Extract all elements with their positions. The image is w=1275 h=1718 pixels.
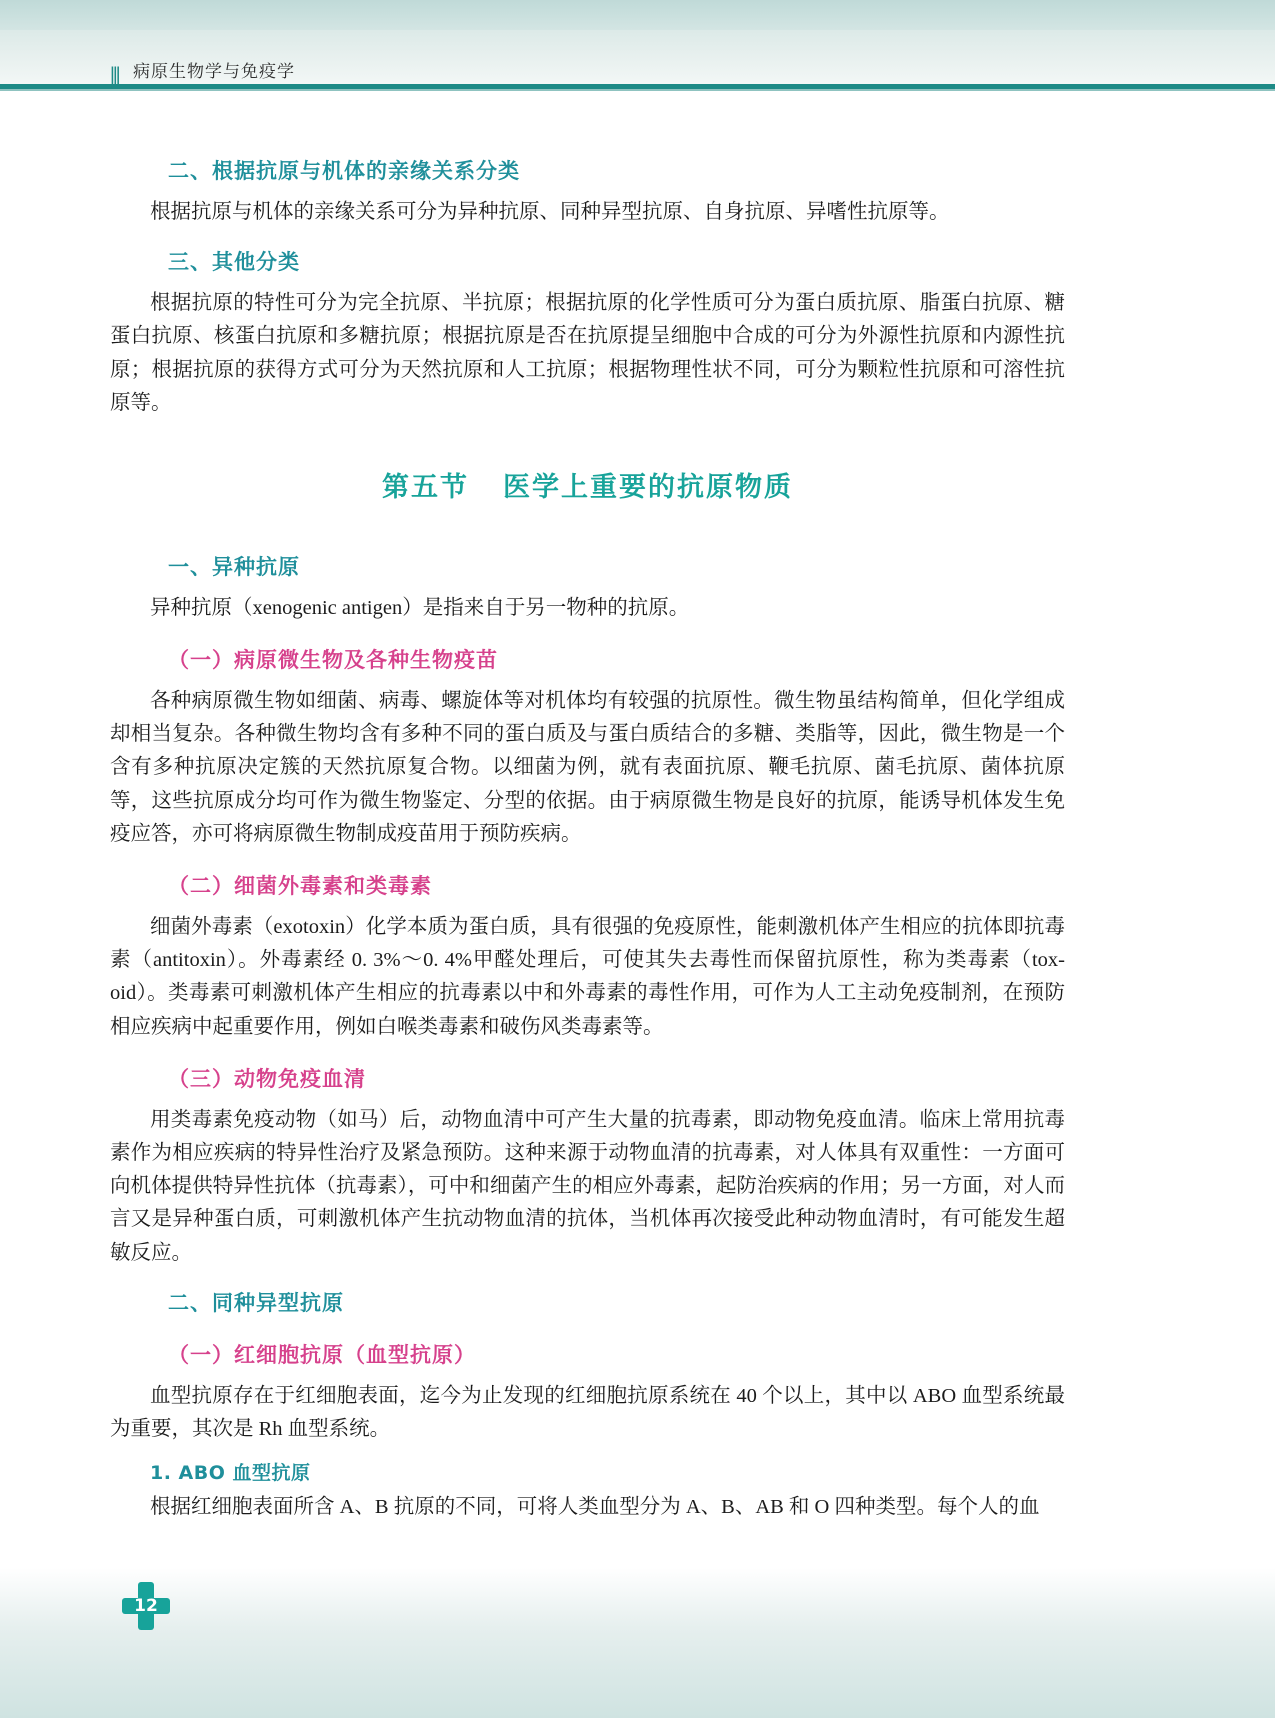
paragraph-relation-classification: 根据抗原与机体的亲缘关系可分为异种抗原、同种异型抗原、自身抗原、异嗜性抗原等。 xyxy=(150,201,950,224)
section-number: 第五节 xyxy=(382,472,469,504)
heading-pathogenic-microbes: （一）病原微生物及各种生物疫苗 xyxy=(168,647,498,672)
heading-bacterial-exotoxin: （二）细菌外毒素和类毒素 xyxy=(168,873,432,899)
paragraph-animal-immune-serum: 用类毒素免疫动物（如马）后，动物血清中可产生大量的抗毒素，即动物免疫血清。临床上常用抗毒素作为相应疾病的特异性治疗及紧急预防。这种来源于动物血清的抗毒素，对人体具有双重性：一方面可向机体提供特异性抗体（抗毒素），可中和细菌产生的相应外毒素，起防治疾病的作用；另一方面，对人而言又是异种蛋白质，可刺激机体产生抗动物血清的抗体，当机体再次接受此种动物血清时，有可能发生超敏反应。 xyxy=(110,1108,1065,1264)
heading-relation-classification: 二、根据抗原与机体的亲缘关系分类 xyxy=(168,159,520,183)
heading-xenogenic-antigen: 一、异种抗原 xyxy=(168,554,300,579)
paragraph-other-classification: 根据抗原的特性可分为完全抗原、半抗原；根据抗原的化学性质可分为蛋白质抗原、脂蛋白抗原、糖蛋白抗原、核蛋白抗原和多糖抗原；根据抗原是否在抗原提呈细胞中合成的可分为外源性抗原和内源性抗原；根据抗原的获得方式可分为天然抗原和人工抗原；根据物理性状不同，可分为颗粒性抗原和可溶性抗原等。 xyxy=(110,292,1065,414)
page-number: 12 xyxy=(134,1596,158,1616)
section-name: 医学上重要的抗原物质 xyxy=(503,472,793,504)
paragraph-xenogenic-antigen: 异种抗原（xenogenic antigen）是指来自于另一物种的抗原。 xyxy=(150,596,690,619)
header-bars-icon: ||| xyxy=(110,62,119,87)
paragraph-bacterial-exotoxin: 细菌外毒素（exotoxin）化学本质为蛋白质，具有很强的免疫原性，能刺激机体产生相应的抗体即抗毒素（antitoxin）。外毒素经 0. 3%～0. 4%甲醛处理后，可使其失去毒性而保留抗原性，称为类毒素（tox-oid）。类毒素可刺激机体产生相应的抗毒素以中和外毒素的毒性作用，可作为人工主动免疫制剂，在预防相应疾病中起重要作用，例如白喉类毒素和破伤风类毒素等。 xyxy=(110,916,1065,1038)
heading-rbc-antigen: （一）红细胞抗原（血型抗原） xyxy=(168,1341,476,1367)
heading-animal-immune-serum: （三）动物免疫血清 xyxy=(168,1065,366,1091)
header-rule-secondary xyxy=(0,89,1275,91)
section-title xyxy=(110,466,1065,510)
page-header xyxy=(0,62,1275,124)
heading-abo-blood-antigen: 1. ABO 血型抗原 xyxy=(150,1462,311,1485)
paragraph-pathogenic-microbes: 各种病原微生物如细菌、病毒、螺旋体等对机体均有较强的抗原性。微生物虽结构简单，但化学组成却相当复杂。各种微生物均含有多种不同的蛋白质及与蛋白质结合的多糖、类脂等，因此，微生物是一个含有多种抗原决定簇的天然抗原复合物。以细菌为例，就有表面抗原、鞭毛抗原、菌毛抗原、菌体抗原等，这些抗原成分均可作为微生物鉴定、分型的依据。由于病原微生物是良好的抗原，能诱导机体发生免疫应答，亦可将病原微生物制成疫苗用于预防疾病。 xyxy=(110,690,1065,845)
paragraph-abo-blood-antigen: 根据红细胞表面所含 A、B 抗原的不同，可将人类血型分为 A、B、AB 和 O 四种类型。每个人的血 xyxy=(150,1496,1040,1519)
heading-other-classification: 三、其他分类 xyxy=(168,250,300,275)
page-body xyxy=(110,150,1065,1534)
page-number-badge xyxy=(122,1582,170,1630)
page-bottom-decoration xyxy=(0,1568,1275,1718)
book-title: 病原生物学与免疫学 xyxy=(133,62,295,82)
heading-alloantigen: 二、同种异型抗原 xyxy=(168,1290,344,1315)
paragraph-rbc-antigen: 血型抗原存在于红细胞表面，迄今为止发现的红细胞抗原系统在 40 个以上，其中以 ABO 血型系统最为重要，其次是 Rh 血型系统。 xyxy=(110,1384,1065,1441)
